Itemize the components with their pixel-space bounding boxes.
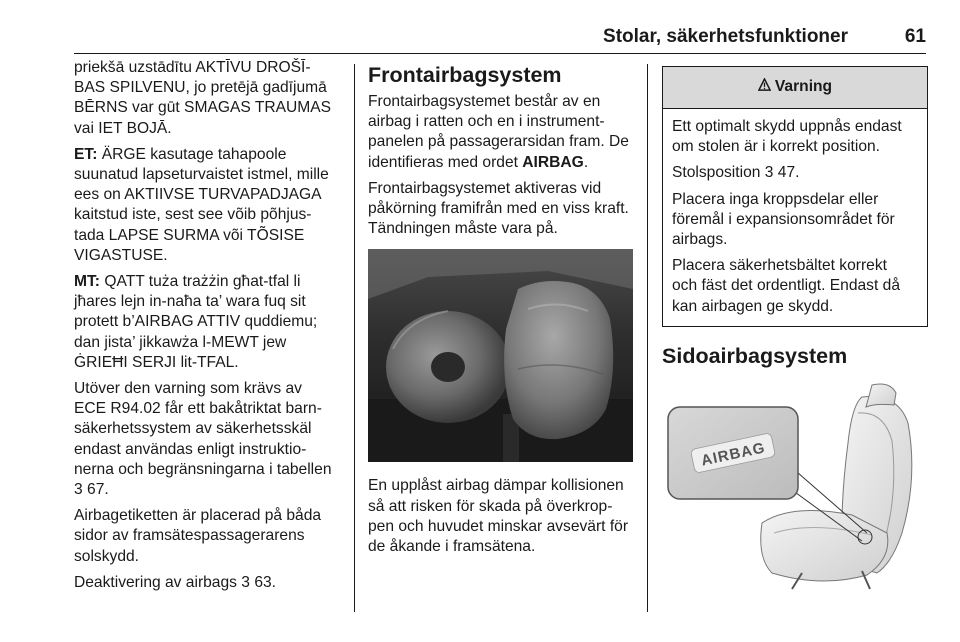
text-line: [368, 153, 633, 173]
deployed-airbags-illustration: [368, 249, 633, 462]
text-line: En upplåst airbag dämpar kollisionen: [368, 477, 624, 495]
text-line: protett b’AIRBAG ATTIV quddiemu;: [74, 313, 318, 331]
text-line: Utöver den varning som krävs av: [74, 380, 302, 398]
text-line: [74, 145, 342, 165]
warning-triangle-icon: [758, 77, 771, 97]
text-fragment: QATT tuża trażżin għat-tfal li: [99, 273, 301, 291]
paragraph-front-airbag-intro: [368, 92, 633, 173]
page-ref-icon: 3: [74, 481, 83, 499]
paragraph-front-airbag-effect: [368, 476, 633, 557]
text-line: VIGASTUSE.: [74, 246, 168, 264]
warning-paragraph: [672, 163, 919, 183]
text-line[interactable]: [74, 480, 342, 500]
page-ref-67[interactable]: 67.: [87, 481, 109, 499]
section-heading-side-airbag: Sidoairbagsystem: [662, 343, 848, 368]
warning-paragraph: [672, 256, 919, 317]
text-line: panelen på passagerarsidan fram. De: [368, 133, 629, 151]
page-ref-47[interactable]: 47.: [777, 164, 800, 182]
text-line: ees on AKTIIVSE TURVAPADJAGA: [74, 186, 322, 204]
text-line: dan jista’ jikkawża l-MEWT jew: [74, 333, 287, 351]
text-line: BAS SPILVENU, jo pretējā gadījumā: [74, 79, 327, 97]
section-heading-front-airbag: Frontairbagsystem: [368, 63, 562, 87]
paragraph-lv: [74, 58, 342, 139]
column-divider-2: [647, 64, 648, 612]
airbag-keyword: AIRBAG: [522, 153, 584, 171]
seat-drawing: [662, 383, 928, 590]
text-fragment: ÄRGE kasutage tahapoole: [97, 145, 287, 163]
text-fragment: identifieras med ordet: [368, 153, 523, 171]
text-line: [74, 272, 342, 292]
text-line: Placera säkerhetsbältet korrekt: [672, 257, 887, 275]
text-line: airbags.: [672, 231, 728, 249]
text-line: BĒRNS var gūt SMAGAS TRAUMAS: [74, 99, 332, 117]
text-fragment: Stolsposition: [672, 164, 761, 182]
paragraph-label-location: [74, 506, 342, 567]
warning-paragraph: [672, 190, 919, 251]
column-3: [662, 58, 928, 590]
text-line: påkörning framifrån med en viss kraft.: [368, 200, 629, 218]
paragraph-et: [74, 145, 342, 266]
text-fragment: .: [583, 153, 589, 171]
page-ref-63[interactable]: 63.: [254, 573, 277, 591]
column-1: [74, 58, 342, 599]
text-line: föremål i expansionsområdet för: [672, 210, 895, 228]
text-fragment: Deaktivering av airbags: [74, 573, 237, 591]
text-line: endast användas enligt instruktio-: [74, 440, 307, 458]
text-line: vai IET BOJĀ.: [74, 119, 172, 137]
text-line[interactable]: [672, 163, 919, 183]
text-line: suunatud lapseturvaistet istmel, mille: [74, 166, 329, 184]
text-line: sidor av framsätespassagerarens: [74, 527, 305, 545]
text-line: så att risken för skada på överkrop-: [368, 497, 613, 515]
front-airbag-photo: [368, 249, 633, 462]
text-line: priekšā uzstādītu AKTĪVU DROŠĪ-: [74, 59, 311, 76]
warning-title: Varning: [774, 78, 833, 96]
warning-paragraph: [672, 117, 919, 157]
text-line: tada LAPSE SURMA või TÕSISE: [74, 226, 305, 244]
text-line: nerna och begränsningarna i tabellen: [74, 460, 332, 478]
warning-body: [663, 109, 927, 326]
text-line: jħares lejn in-naħa ta’ wara fuq sit: [74, 293, 306, 311]
page-number: 61: [904, 26, 926, 47]
text-line: kan airbagen ge skydd.: [672, 297, 834, 315]
text-line: airbag i ratten och en i instrument-: [368, 113, 605, 131]
text-line[interactable]: [74, 573, 342, 593]
text-line: ĠRIEĦI SERJI lit-TFAL.: [74, 353, 239, 371]
text-line: de åkande i framsätena.: [368, 538, 536, 556]
text-line: Frontairbagsystemet aktiveras vid: [368, 179, 602, 197]
text-line: om stolen är i korrekt position.: [672, 138, 881, 156]
text-line: Placera inga kroppsdelar eller: [672, 190, 879, 208]
text-line: Airbagetiketten är placerad på båda: [74, 507, 322, 525]
language-label-mt: MT:: [74, 273, 100, 291]
column-2: [368, 58, 633, 563]
page-ref-icon: 3: [241, 573, 250, 591]
text-line: Ett optimalt skydd uppnås endast: [672, 118, 902, 135]
page-header: [74, 26, 926, 52]
text-line: pen och huvudet minskar avsevärt för: [368, 517, 629, 535]
language-label-et: ET:: [74, 145, 98, 163]
header-title: Stolar, säkerhetsfunktioner: [603, 26, 848, 47]
text-line: solskydd.: [74, 547, 140, 565]
paragraph-front-airbag-activation: [368, 179, 633, 240]
text-line: säkerhetssystem av säkerhetsskäl: [74, 420, 312, 438]
warning-header: [663, 67, 927, 109]
side-airbag-seat-illustration: [662, 383, 928, 590]
airbag-seat-label: AIRBAG: [699, 439, 767, 470]
warning-box: [662, 66, 928, 327]
text-line: Frontairbagsystemet består av en: [368, 93, 601, 110]
column-divider-1: [354, 64, 355, 612]
text-line: ECE R94.02 får ett bakåtriktat barn-: [74, 400, 322, 418]
text-line: Tändningen måste vara på.: [368, 220, 558, 238]
paragraph-ece: [74, 379, 342, 500]
page-ref-icon: 3: [764, 164, 774, 182]
text-line: kaitstud iste, sest see võib põhjus-: [74, 206, 312, 224]
paragraph-mt: [74, 272, 342, 373]
paragraph-deactivation: [74, 573, 342, 593]
header-rule: [74, 53, 926, 54]
text-line: och fäst det ordentligt. Endast då: [672, 277, 900, 295]
